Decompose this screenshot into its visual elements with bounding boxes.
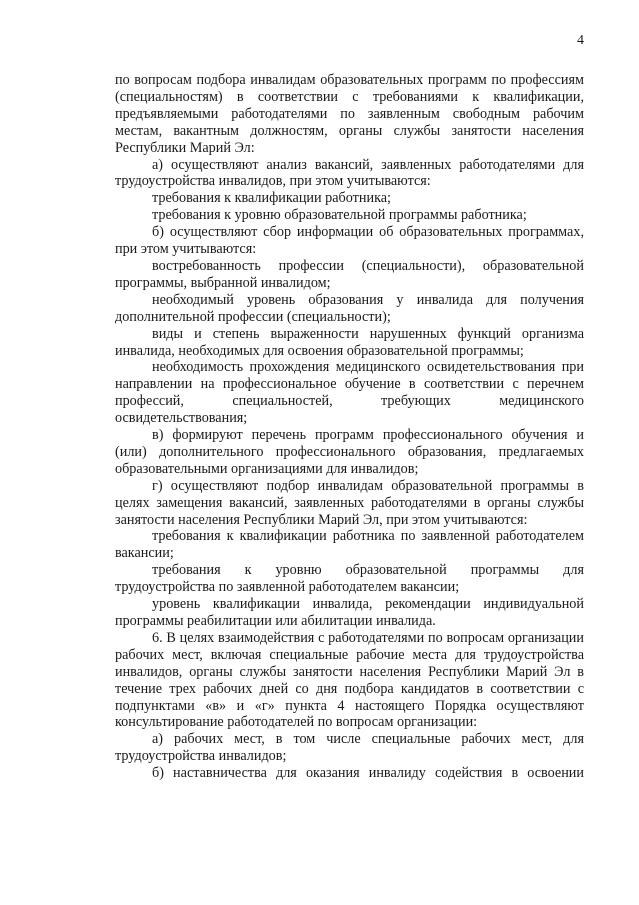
paragraph: а) рабочих мест, в том числе специальные рабочих мест, для трудоустройства инвалидов; bbox=[115, 731, 584, 765]
paragraph: требования к уровню образовательной программы для трудоустройства по заявленной работодателем вакансии; bbox=[115, 562, 584, 596]
paragraph: г) осуществляют подбор инвалидам образовательной программы в целях замещения вакансий, заявленных работодателями в органы службы занятости населения Республики Марий Эл, при этом учитываются: bbox=[115, 477, 584, 528]
paragraph: б) наставничества для оказания инвалиду содействия в освоении bbox=[152, 765, 584, 782]
paragraph: уровень квалификации инвалида, рекомендации индивидуальной программы реабилитации или абилитации инвалида. bbox=[115, 596, 584, 629]
paragraph: виды и степень выраженности нарушенных функций организма инвалида, необходимых для освоения образовательной программы; bbox=[115, 325, 584, 359]
paragraph: требования к квалификации работника по заявленной работодателем вакансии; bbox=[115, 528, 584, 562]
paragraph: в) формируют перечень программ профессионального обучения и (или) дополнительного профессионального образования, предлагаемых образовательными организациями для инвалидов; bbox=[115, 427, 584, 477]
paragraph: а) осуществляют анализ вакансий, заявленных работодателями для трудоустройства инвалидов, при этом учитываются: bbox=[115, 156, 584, 190]
page-number: 4 bbox=[577, 33, 584, 48]
paragraph: 6. В целях взаимодействия с работодателями по вопросам организации рабочих мест, включая специальные рабочие места для трудоустройства инвалидов, органы службы занятости населения Республики Марий Эл в течение трех рабочих дней со дня подбора кандидатов в соответствии с подпунктами «в» и «г» пункта 4 настоящего Порядка осуществляют консультирование работодателей по вопросам организации: bbox=[115, 629, 584, 731]
paragraph: необходимый уровень образования у инвалида для получения дополнительной профессии (специальности); bbox=[115, 291, 584, 325]
paragraph: по вопросам подбора инвалидам образовательных программ по профессиям (специальностям) в соответствии с требованиями к квалификации, предъявляемыми работодателями по заявленным свободным рабочим местам, вакантным должностям, органы службы занятости населения Республики Марий Эл: bbox=[115, 72, 584, 156]
paragraph: востребованность профессии (специальности), образовательной программы, выбранной инвалидом; bbox=[115, 257, 584, 291]
paragraph: необходимость прохождения медицинского освидетельствования при направлении на профессиональное обучение в соответствии с перечнем профессий, специальностей, требующих медицинского освидетельствования; bbox=[115, 359, 584, 427]
paragraph: требования к квалификации работника; bbox=[152, 190, 391, 207]
paragraph: требования к уровню образовательной программы работника; bbox=[152, 207, 527, 224]
document-body bbox=[115, 72, 584, 782]
paragraph: б) осуществляют сбор информации об образовательных программах, при этом учитываются: bbox=[115, 224, 584, 258]
